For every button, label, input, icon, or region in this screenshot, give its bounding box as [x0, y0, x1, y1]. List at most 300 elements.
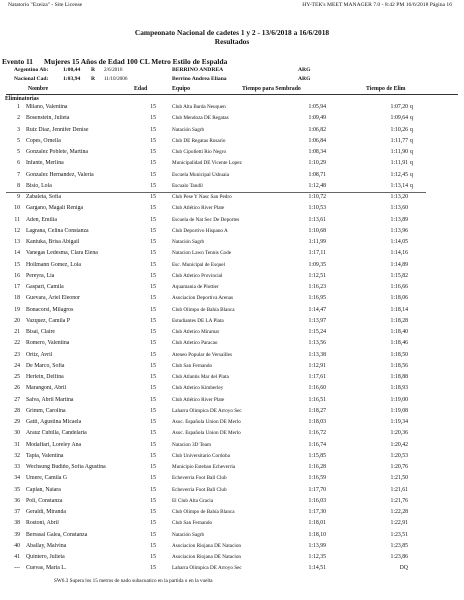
name-cell: Zabaleta, Sofia: [26, 194, 62, 200]
age-cell: 15: [150, 261, 156, 268]
age-cell: 15: [150, 475, 156, 482]
final-time-cell: 1:18,46: [390, 340, 408, 347]
team-cell: Natacion Lawn Tennis Code: [172, 250, 232, 257]
name-cell: Bosenstein, Julieta: [26, 115, 70, 122]
team-cell: Club Deportivo Hispano A: [172, 227, 228, 234]
age-cell: 15: [150, 430, 156, 437]
name-cell: Gatti, Agustina Micaela: [26, 419, 82, 425]
final-time-cell: 1:18,88: [390, 374, 408, 380]
place-cell: 27: [14, 396, 20, 403]
record-region: ARG: [298, 67, 311, 73]
final-time-cell: 1:18,56: [390, 362, 408, 369]
table-row: [0, 104, 464, 112]
age-cell: 15: [150, 216, 156, 223]
final-time-cell: DQ: [399, 565, 408, 572]
seed-time-cell: 1:16,95: [308, 295, 326, 302]
age-cell: 15: [150, 464, 156, 470]
place-cell: 2: [17, 115, 20, 122]
team-cell: Laharra Olimpica DE Arroyo Sec: [172, 407, 242, 414]
place-cell: 5: [17, 149, 20, 155]
place-cell: 31: [14, 441, 20, 448]
place-cell: 24: [14, 362, 20, 369]
team-cell: Club Atletico Miramar: [172, 329, 220, 335]
name-cell: Vazquez, Camila P: [26, 317, 70, 324]
table-row: [0, 250, 464, 258]
results-title: Resultados: [214, 37, 250, 46]
team-cell: Club Atlético River Plate: [172, 205, 225, 212]
final-time-cell: 1:20,36: [390, 430, 408, 437]
table-row: [0, 318, 464, 326]
seed-time-cell: 1:09,49: [308, 115, 326, 122]
qualifier-cell: q: [410, 104, 413, 110]
record-flag: R: [91, 67, 96, 73]
final-time-cell: 1:13,14: [390, 182, 408, 189]
name-cell: Cuevas, Maria L.: [26, 565, 67, 572]
age-cell: 15: [150, 351, 156, 358]
final-time-cell: 1:13,96: [390, 227, 408, 234]
team-cell: Natación Sagrb: [172, 531, 205, 538]
age-cell: 15: [150, 239, 156, 245]
age-cell: 15: [150, 160, 156, 167]
name-cell: Aballay, Malvina: [26, 542, 67, 549]
qualifier-cell: q: [410, 182, 413, 189]
age-cell: 15: [150, 374, 156, 380]
table-row: [0, 273, 464, 281]
event-title: Mujeres 15 Años de Edad 100 CL Metro Estilo de Espalda: [44, 57, 228, 66]
place-cell: 3: [17, 126, 20, 133]
age-cell: 15: [150, 329, 156, 335]
place-cell: 6: [17, 160, 20, 167]
age-cell: 15: [150, 272, 156, 279]
team-cell: Escuela Municipal Ushuaia: [172, 171, 230, 178]
final-time-cell: 1:21,50: [390, 475, 408, 482]
team-cell: Club San Fernando: [172, 520, 213, 527]
age-cell: 15: [150, 227, 156, 234]
final-time-cell: 1:12,45: [390, 171, 408, 178]
age-cell: 15: [150, 396, 156, 403]
team-cell: Escuela de Nat Sec De Deportes: [172, 216, 240, 223]
seed-time-cell: 1:13,38: [308, 351, 326, 358]
seed-time-cell: 1:05,94: [308, 104, 326, 110]
name-cell: Kaniuka, Brisa Abigail: [26, 239, 80, 245]
seed-time-cell: 1:13,99: [308, 542, 326, 549]
seed-time-cell: 1:13,61: [308, 216, 326, 223]
table-row: [0, 554, 464, 562]
table-row: [0, 408, 464, 416]
team-cell: Club San Fernando: [172, 362, 213, 369]
table-row: [0, 307, 464, 315]
place-cell: 19: [14, 306, 20, 313]
team-cell: Club DE Regatas Rosario: [172, 137, 226, 144]
table-row: [0, 520, 464, 528]
table-row: [0, 228, 464, 236]
final-time-cell: 1:19,00: [390, 396, 408, 403]
table-row: [0, 183, 464, 191]
place-cell: 35: [14, 486, 20, 493]
qualifier-cell: q: [410, 149, 413, 155]
age-cell: 15: [150, 306, 156, 313]
seed-time-cell: 1:15,24: [308, 329, 326, 335]
record-flag: R: [91, 76, 96, 82]
name-cell: Bisio, Lola: [26, 182, 52, 189]
table-row: [0, 487, 464, 495]
place-cell: 32: [14, 452, 20, 459]
record-time: 1:00,44: [63, 67, 81, 73]
seed-time-cell: 1:16,23: [308, 284, 326, 290]
team-cell: Club Atlético River Plate: [172, 396, 225, 403]
table-row: [0, 543, 464, 551]
team-cell: Escualo Tandil: [172, 182, 203, 189]
seed-time-cell: 1:18,10: [308, 531, 326, 538]
place-cell: 11: [14, 216, 20, 223]
team-cell: Estudiantes DE LA Plata: [172, 317, 224, 324]
record-time: 1:03,94: [63, 76, 81, 82]
final-time-cell: 1:18,28: [390, 317, 408, 324]
final-time-cell: 1:11,77: [390, 137, 408, 144]
record-date: 2/6/2016: [104, 67, 123, 73]
final-time-cell: 1:18,40: [390, 329, 408, 335]
team-cell: Club Alta Barda Neuquen: [172, 104, 226, 110]
header-left: Natatorio "Ezeiza" - Site License: [8, 2, 83, 8]
name-cell: Romero, Valentina: [26, 340, 70, 347]
name-cell: Grimm, Carolina: [26, 407, 66, 414]
age-cell: 15: [150, 486, 156, 493]
table-row: [0, 127, 464, 135]
team-cell: Club Olimpo de Bahía Blanca: [172, 306, 235, 313]
name-cell: Arauz Cubilla, Candelaria: [26, 430, 87, 437]
team-cell: Club Universitario Cordoba: [172, 452, 230, 459]
seed-time-cell: 1:16,51: [308, 396, 326, 403]
final-time-cell: 1:16,66: [390, 284, 408, 290]
final-time-cell: 1:13,89: [390, 216, 408, 223]
final-time-cell: 1:10,26: [390, 126, 408, 133]
seed-time-cell: 1:08,71: [308, 171, 326, 178]
place-cell: 18: [14, 295, 20, 302]
final-time-cell: 1:22,28: [390, 509, 408, 515]
name-cell: Hollmann Gomez, Lola: [26, 261, 81, 268]
team-cell: Club Olimpo de Bahía Blanca: [172, 509, 235, 515]
seed-time-cell: 1:17,70: [308, 486, 326, 493]
table-row: [0, 442, 464, 450]
final-time-cell: 1:13,60: [390, 205, 408, 212]
final-time-cell: 1:19,08: [390, 407, 408, 414]
name-cell: Berrasal Galea, Constanza: [26, 531, 88, 538]
seed-time-cell: 1:16,60: [308, 385, 326, 392]
team-cell: Club Atlantis Mar del Plata: [172, 374, 229, 380]
name-cell: Aden, Emilia: [26, 216, 57, 223]
team-cell: Club Pese Y Nasc San Pedro: [172, 194, 232, 200]
table-row: [0, 149, 464, 157]
final-time-cell: 1:14,16: [390, 250, 408, 257]
name-cell: Ruiz Diaz, Jennifer Denise: [26, 126, 89, 133]
name-cell: Bonacorsi, Milagros: [26, 306, 74, 313]
final-time-cell: 1:23,86: [390, 554, 408, 560]
seed-time-cell: 1:14,47: [308, 306, 326, 313]
age-cell: 15: [150, 542, 156, 549]
record-nacional: [0, 76, 464, 84]
name-cell: Guevara, Ariel Eleonor: [26, 295, 80, 302]
table-row: [0, 217, 464, 225]
final-time-cell: 1:21,76: [390, 497, 408, 504]
name-cell: Lagrana, Celina Constanza: [26, 227, 89, 234]
final-time-cell: 1:07,20: [390, 104, 408, 110]
table-row: [0, 284, 464, 292]
age-cell: 15: [150, 126, 156, 133]
age-cell: 15: [150, 137, 156, 144]
table-row: [0, 160, 464, 168]
header-right: HY-TEK's MEET MANAGER 7.0 - 8:42 PM 16/6/2018 Página 16: [302, 2, 452, 8]
final-time-cell: 1:20,42: [390, 441, 408, 448]
age-cell: 15: [150, 407, 156, 414]
final-time-cell: 1:19,34: [390, 419, 408, 425]
place-cell: 8: [17, 182, 20, 189]
team-cell: Club Mendoza DE Regatas: [172, 115, 229, 122]
qualifier-cell: q: [410, 137, 413, 144]
final-time-cell: 1:14,89: [390, 261, 408, 268]
name-cell: Milano, Valentina: [26, 104, 68, 110]
table-row: [0, 340, 464, 348]
qualifier-cell: q: [410, 126, 413, 133]
team-cell: Ateneo Popular de Versailles: [172, 351, 232, 358]
col-name: Nombre: [28, 86, 49, 92]
seed-time-cell: 1:17,11: [308, 250, 326, 257]
name-cell: Gaspari, Camila: [26, 284, 64, 290]
record-date: 11/10/2006: [104, 76, 128, 82]
place-cell: 34: [14, 475, 20, 482]
name-cell: Umere, Camila G: [26, 475, 68, 482]
name-cell: Ortiz, Avril: [26, 351, 53, 358]
place-cell: 16: [14, 272, 20, 279]
col-team: Equipo: [172, 86, 191, 92]
team-cell: Club Atletico Provincial: [172, 272, 223, 279]
name-cell: Poli, Constanza: [26, 497, 63, 504]
col-final: Tiempo de Elim: [366, 86, 406, 92]
column-headers: [0, 86, 464, 94]
final-time-cell: 1:21,61: [390, 486, 408, 493]
col-age: Edad: [134, 86, 148, 92]
footnote: SW6.3 Supera los 15 metros de nado subacuatico en la partida o en la vuelta: [54, 578, 213, 584]
final-time-cell: 1:20,76: [390, 464, 408, 470]
table-row: [0, 532, 464, 540]
team-cell: Echeverria Foot Ball Club: [172, 486, 227, 493]
header-rule: [6, 94, 458, 95]
team-cell: Aquamania de Plottier: [172, 284, 219, 290]
place-cell: 20: [14, 317, 20, 324]
age-cell: 15: [150, 104, 156, 110]
seed-time-cell: 1:18,27: [308, 407, 326, 414]
final-time-cell: 1:18,14: [390, 306, 408, 313]
table-row: [0, 374, 464, 382]
table-row: [0, 262, 464, 270]
seed-time-cell: 1:10,53: [308, 205, 326, 212]
seed-time-cell: 1:12,48: [308, 182, 326, 189]
seed-time-cell: 1:16,28: [308, 464, 326, 470]
age-cell: 15: [150, 441, 156, 448]
name-cell: Copes, Ornella: [26, 137, 61, 144]
final-time-cell: 1:20,53: [390, 452, 408, 459]
team-cell: Asociacion Riojana DE Natacion: [172, 554, 242, 560]
name-cell: Geraldi, Miranda: [26, 509, 66, 515]
table-row: [0, 352, 464, 360]
seed-time-cell: 1:06,84: [308, 137, 326, 144]
name-cell: Rostoni, Abril: [26, 520, 59, 527]
age-cell: 15: [150, 362, 156, 369]
seed-time-cell: 1:16,72: [308, 430, 326, 437]
team-cell: Asociacion Riojana DE Natacion: [172, 542, 242, 549]
table-row: [0, 453, 464, 461]
place-cell: 36: [14, 497, 20, 504]
seed-time-cell: 1:16,59: [308, 475, 326, 482]
table-row: [0, 419, 464, 427]
record-holder: BERRINO ANDREA: [172, 67, 224, 73]
team-cell: Club Atletico Kimberley: [172, 385, 224, 392]
age-cell: 15: [150, 182, 156, 189]
seed-time-cell: 1:18,03: [308, 419, 326, 425]
table-row: [0, 565, 464, 573]
event-number: Evento 11: [2, 57, 34, 66]
table-row: [0, 430, 464, 438]
seed-time-cell: 1:12,91: [308, 362, 326, 369]
place-cell: 10: [14, 205, 20, 212]
place-cell: 23: [14, 351, 20, 358]
table-row: [0, 239, 464, 247]
seed-time-cell: 1:10,72: [308, 194, 326, 200]
age-cell: 15: [150, 194, 156, 200]
place-cell: 33: [14, 464, 20, 470]
place-cell: 41: [14, 554, 20, 560]
seed-time-cell: 1:13,97: [308, 317, 326, 324]
name-cell: Caplan, Naiara: [26, 486, 61, 493]
final-time-cell: 1:22,91: [390, 520, 408, 527]
table-row: [0, 509, 464, 517]
table-row: [0, 498, 464, 506]
qualifier-cell: q: [410, 115, 413, 122]
table-row: [0, 464, 464, 472]
place-cell: ---: [14, 565, 20, 572]
place-cell: 37: [14, 509, 20, 515]
age-cell: 15: [150, 295, 156, 302]
age-cell: 15: [150, 509, 156, 515]
age-cell: 15: [150, 565, 156, 572]
seed-time-cell: 1:09,35: [308, 261, 326, 268]
seed-time-cell: 1:17,61: [308, 374, 326, 380]
seed-time-cell: 1:10,29: [308, 160, 326, 167]
seed-time-cell: 1:08,34: [308, 149, 326, 155]
age-cell: 15: [150, 284, 156, 290]
age-cell: 15: [150, 115, 156, 122]
seed-time-cell: 1:16,03: [308, 497, 326, 504]
place-cell: 17: [14, 284, 20, 290]
qualifier-separator: [6, 192, 426, 193]
place-cell: 15: [14, 261, 20, 268]
table-row: [0, 475, 464, 483]
place-cell: 7: [17, 171, 20, 178]
table-row: [0, 205, 464, 213]
place-cell: 30: [14, 430, 20, 437]
name-cell: Gonzalez Poblete, Martina: [26, 149, 88, 155]
seed-time-cell: 1:16,74: [308, 441, 326, 448]
age-cell: 15: [150, 317, 156, 324]
age-cell: 15: [150, 419, 156, 425]
age-cell: 15: [150, 205, 156, 212]
qualifier-cell: q: [410, 171, 413, 178]
place-cell: 5: [17, 137, 20, 144]
final-time-cell: 1:18,06: [390, 295, 408, 302]
name-cell: Bisai, Claire: [26, 329, 55, 335]
age-cell: 15: [150, 452, 156, 459]
age-cell: 15: [150, 149, 156, 155]
name-cell: Herlein, Delfina: [26, 374, 64, 380]
seed-time-cell: 1:12,51: [308, 272, 326, 279]
age-cell: 15: [150, 554, 156, 560]
name-cell: Wechsung Budiño, Sofía Agustina: [26, 464, 106, 470]
team-cell: Laharra Olimpica DE Arroyo Sec: [172, 565, 242, 572]
table-row: [0, 172, 464, 180]
place-cell: 40: [14, 542, 20, 549]
place-cell: 39: [14, 531, 20, 538]
final-time-cell: 1:18,93: [390, 385, 408, 392]
seed-time-cell: 1:17,30: [308, 509, 326, 515]
record-label: Argentino Ab:: [14, 67, 49, 73]
name-cell: Gonzalez Hernandez, Valeria: [26, 171, 94, 178]
table-row: [0, 397, 464, 405]
team-cell: Natación Sagrb: [172, 239, 205, 245]
place-cell: 21: [14, 329, 20, 335]
table-row: [0, 295, 464, 303]
team-cell: Municipalidad DE Vicente Lopez: [172, 160, 242, 167]
place-cell: 1: [17, 104, 20, 110]
final-time-cell: 1:15,82: [390, 272, 408, 279]
name-cell: Pereyra, Lia: [26, 272, 55, 279]
age-cell: 15: [150, 520, 156, 527]
final-time-cell: 1:09,64: [390, 115, 408, 122]
place-cell: 9: [17, 194, 20, 200]
name-cell: Gargano, Magali Reniga: [26, 205, 84, 212]
seed-time-cell: 1:14,51: [308, 565, 326, 572]
final-time-cell: 1:14,05: [390, 239, 408, 245]
table-row: [0, 385, 464, 393]
age-cell: 15: [150, 340, 156, 347]
meet-title: Campeonato Nacional de cadetes 1 y 2 - 13/6/2018 a 16/6/2018: [134, 28, 330, 37]
table-row: [0, 363, 464, 371]
seed-time-cell: 1:15,85: [308, 452, 326, 459]
seed-time-cell: 1:13,56: [308, 340, 326, 347]
place-cell: 25: [14, 374, 20, 380]
table-row: [0, 329, 464, 337]
name-cell: Tapia, Valentina: [26, 452, 64, 459]
age-cell: 15: [150, 250, 156, 257]
team-cell: Club Atletico Paracao: [172, 340, 218, 347]
team-cell: Municipio Esteban Echeverria: [172, 464, 236, 470]
place-cell: 22: [14, 340, 20, 347]
seed-time-cell: 1:06,82: [308, 126, 326, 133]
place-cell: 28: [14, 407, 20, 414]
record-holder: Berrino Andrea Eliana: [172, 76, 227, 82]
team-cell: Asociacion Deportiva Arenas: [172, 295, 234, 302]
name-cell: De Marco, Sofia: [26, 362, 65, 369]
seed-time-cell: 1:18,01: [308, 520, 326, 527]
name-cell: Salva, Abril Martina: [26, 396, 74, 403]
final-time-cell: 1:18,50: [390, 351, 408, 358]
name-cell: Marangoni, Abril: [26, 385, 67, 392]
team-cell: Natación Sagrb: [172, 126, 205, 133]
team-cell: Esc. Municipal de Esquel: [172, 261, 226, 268]
name-cell: Modaffari, Loreley Ana: [26, 441, 82, 448]
team-cell: Asoc. Española Union DE Merlo: [172, 430, 241, 437]
table-row: [0, 194, 464, 202]
seed-time-cell: 1:12,35: [308, 554, 326, 560]
place-cell: 26: [14, 385, 20, 392]
